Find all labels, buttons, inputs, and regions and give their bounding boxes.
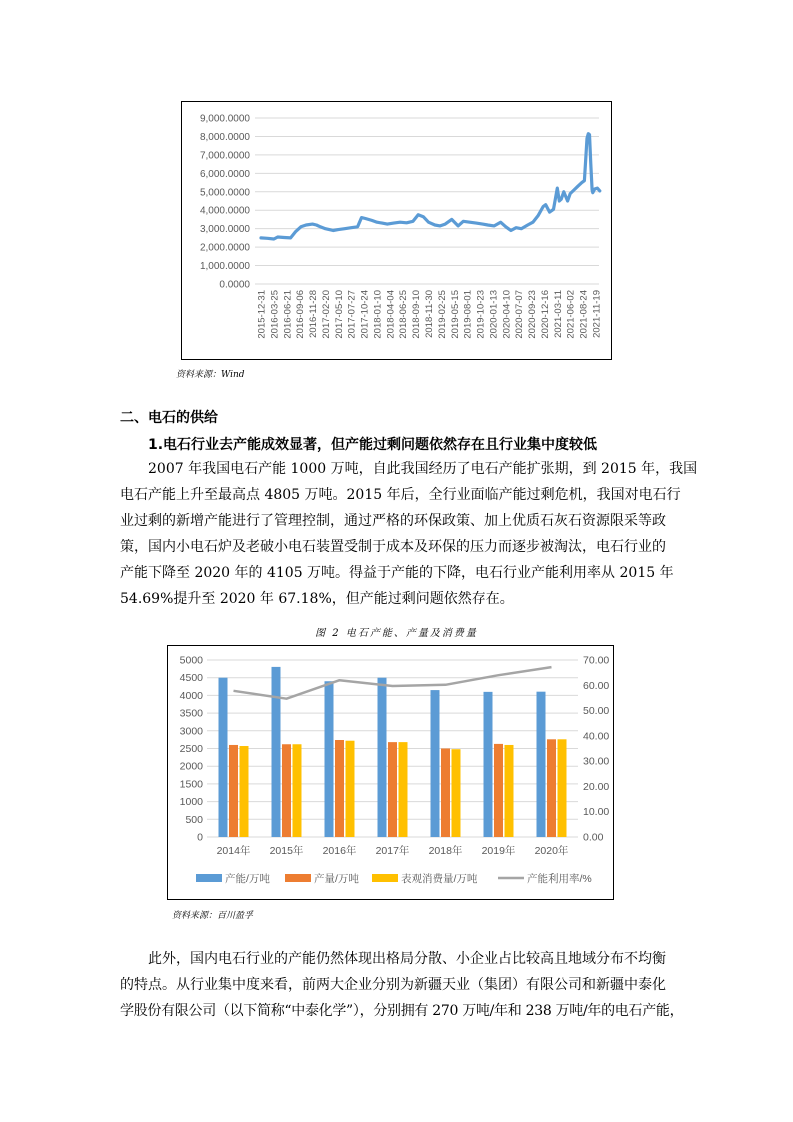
x-tick-label: 2015年 <box>269 845 304 857</box>
x-tick-label: 2018-11-30 <box>423 290 435 338</box>
right-tick-label: 60.00 <box>583 679 610 692</box>
paragraph-line: 业过剩的新增产能进行了管理控制，通过严格的环保政策、加上优质石灰石资源限采等政 <box>120 513 666 529</box>
right-tick-label: 20.00 <box>583 780 610 793</box>
bar <box>335 740 344 837</box>
right-tick-label: 0.00 <box>583 831 604 844</box>
x-tick-label: 2017-10-24 <box>359 290 371 339</box>
x-tick-label: 2015-12-31 <box>256 290 268 339</box>
bar <box>272 667 281 837</box>
paragraph-capacity <box>120 456 698 612</box>
paragraph-concentration <box>120 946 684 1024</box>
y-tick-label: 2,000.0000 <box>199 242 250 254</box>
legend-label: 表观消费量/万吨 <box>401 873 478 885</box>
x-tick-label: 2020-09-23 <box>527 290 539 339</box>
left-tick-label: 0 <box>197 831 203 844</box>
x-tick-label: 2019-02-25 <box>436 290 448 339</box>
bar <box>229 745 238 837</box>
bar <box>547 739 556 837</box>
x-tick-label: 2018年 <box>428 845 463 857</box>
capacity-bar-chart-svg <box>168 646 613 899</box>
left-tick-label: 500 <box>185 813 203 826</box>
left-tick-label: 1000 <box>179 796 203 809</box>
right-tick-label: 50.00 <box>583 705 610 718</box>
left-tick-label: 2500 <box>179 743 203 755</box>
y-tick-label: 3,000.0000 <box>199 224 250 236</box>
bar <box>484 692 493 837</box>
paragraph-line: 此外，国内电石行业的产能仍然体现出格局分散、小企业占比较高且地域分布不均衡 <box>148 951 666 967</box>
paragraph-line: 策，国内小电石炉及老破小电石装置受制于成本及环保的压力而逐步被淘汰，电石行业的 <box>120 539 666 555</box>
left-tick-label: 4000 <box>179 689 203 702</box>
chart2-source: 资料来源：百川盈孚 <box>172 911 254 921</box>
bar <box>378 678 387 837</box>
x-tick-label: 2019年 <box>481 845 516 857</box>
bar <box>240 746 249 837</box>
bar <box>282 744 291 837</box>
x-tick-label: 2018-06-25 <box>398 290 410 339</box>
price-series-line <box>261 134 600 239</box>
legend-marker <box>285 874 311 882</box>
utilization-line <box>234 667 552 699</box>
bar <box>388 742 397 837</box>
sub-heading: 1.电石行业去产能成效显著，但产能过剩问题依然存在且行业集中度较低 <box>148 437 598 453</box>
legend-marker <box>372 874 398 882</box>
x-tick-label: 2020-04-10 <box>501 290 513 339</box>
left-tick-label: 3000 <box>179 725 203 738</box>
x-tick-label: 2018-04-04 <box>385 290 397 339</box>
x-tick-label: 2016-06-21 <box>282 290 294 339</box>
x-tick-label: 2016-09-06 <box>295 290 307 339</box>
x-tick-label: 2018-09-10 <box>411 290 423 339</box>
x-tick-label: 2021-08-24 <box>578 290 590 339</box>
x-tick-label: 2016年 <box>322 845 357 857</box>
paragraph-line: 54.69%提升至 2020 年 67.18%，但产能过剩问题依然存在。 <box>120 591 514 607</box>
y-tick-label: 5,000.0000 <box>199 187 250 199</box>
paragraph-line: 产能下降至 2020 年的 4105 万吨。得益于产能的下降，电石行业产能利用率从 2015 年 <box>120 565 674 581</box>
left-tick-label: 2000 <box>179 760 203 773</box>
capacity-bar-chart <box>167 645 614 900</box>
y-tick-label: 4,000.0000 <box>199 205 250 217</box>
left-tick-label: 1500 <box>179 778 203 791</box>
x-tick-label: 2021-03-11 <box>552 290 564 338</box>
right-tick-label: 70.00 <box>583 654 610 667</box>
x-tick-label: 2017-02-20 <box>320 290 332 339</box>
y-tick-label: 9,000.0000 <box>199 113 250 125</box>
price-line-chart-svg <box>182 102 611 359</box>
paragraph-line: 学股份有限公司（以下简称“中泰化学”），分别拥有 270 万吨/年和 238 万吨/年的电石产能， <box>120 1003 684 1019</box>
chart1-source: 资料来源：Wind <box>176 370 245 380</box>
x-tick-label: 2014年 <box>216 845 251 857</box>
x-tick-label: 2019-05-15 <box>449 290 461 339</box>
bar <box>505 745 514 837</box>
x-tick-label: 2019-10-23 <box>475 290 487 339</box>
x-tick-label: 2017-07-27 <box>346 290 358 339</box>
x-tick-label: 2020年 <box>534 845 569 857</box>
bar <box>537 692 546 837</box>
right-tick-label: 10.00 <box>583 806 610 819</box>
bar <box>399 742 408 837</box>
bar <box>325 681 334 837</box>
y-tick-label: 8,000.0000 <box>199 131 250 143</box>
bar <box>441 749 450 838</box>
y-tick-label: 1,000.0000 <box>199 261 250 273</box>
x-tick-label: 2020-01-13 <box>488 290 500 339</box>
x-tick-label: 2016-03-25 <box>269 290 281 339</box>
paragraph-line: 的特点。从行业集中度来看，前两大企业分别为新疆天业（集团）有限公司和新疆中泰化 <box>120 977 666 993</box>
paragraph-line: 电石产能上升至最高点 4805 万吨。2015 年后，全行业面临产能过剩危机，我国对电石行 <box>120 487 681 503</box>
y-tick-label: 7,000.0000 <box>199 150 250 162</box>
legend-label: 产能/万吨 <box>225 873 270 885</box>
x-tick-label: 2020-12-16 <box>539 290 551 339</box>
bar <box>346 741 355 837</box>
bar <box>219 678 228 837</box>
x-tick-label: 2019-08-01 <box>462 290 474 339</box>
bar <box>558 739 567 837</box>
right-tick-label: 40.00 <box>583 730 610 743</box>
x-tick-label: 2017-05-10 <box>333 290 345 339</box>
x-tick-label: 2021-06-02 <box>565 290 577 339</box>
x-tick-label: 2016-11-28 <box>308 290 320 338</box>
bar <box>431 690 440 837</box>
y-tick-label: 0.0000 <box>219 279 250 291</box>
x-tick-label: 2021-11-19 <box>591 290 603 338</box>
figure-caption: 图 2 电石产能、产量及消费量 <box>315 628 478 639</box>
right-tick-label: 30.00 <box>583 755 610 768</box>
legend-marker <box>196 874 222 882</box>
paragraph-line: 2007 年我国电石产能 1000 万吨，自此我国经历了电石产能扩张期，到 2015 年，我国 <box>148 461 698 477</box>
bar <box>293 744 302 837</box>
x-tick-label: 2020-07-07 <box>514 290 526 339</box>
left-tick-label: 4500 <box>179 672 203 685</box>
y-tick-label: 6,000.0000 <box>199 168 250 180</box>
bar <box>452 749 461 837</box>
x-tick-label: 2018-01-10 <box>372 290 384 339</box>
bar <box>494 744 503 837</box>
left-tick-label: 5000 <box>179 654 203 667</box>
left-tick-label: 3500 <box>179 707 203 720</box>
section-heading: 二、电石的供给 <box>120 410 218 426</box>
legend-label: 产能利用率/% <box>527 873 592 885</box>
x-tick-label: 2017年 <box>375 845 410 857</box>
price-line-chart <box>181 101 612 360</box>
legend-label: 产量/万吨 <box>314 873 359 885</box>
